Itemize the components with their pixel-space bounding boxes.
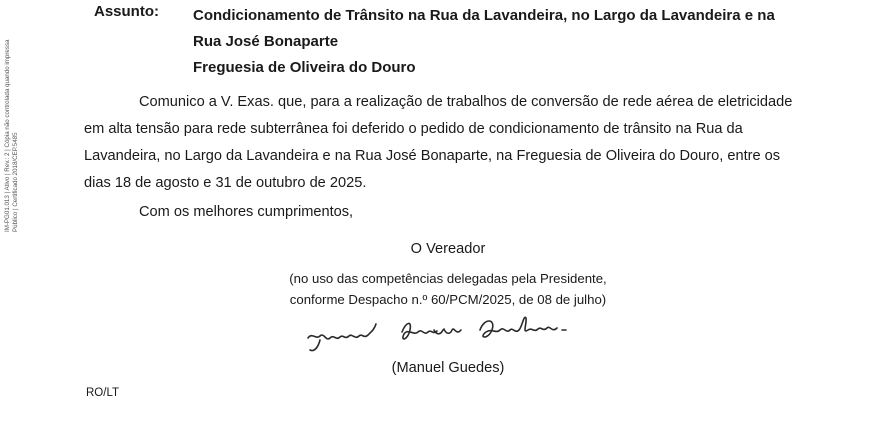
delegation-note — [230, 268, 666, 310]
subject-line-3: Freguesia de Oliveira do Douro — [193, 59, 416, 76]
delegation-line-1: (no uso das competências delegadas pela Presidente, — [289, 271, 607, 286]
subject-label: Assunto: — [94, 3, 159, 20]
closing-salutation: Com os melhores cumprimentos, — [139, 204, 354, 220]
control-note-line-2: Público | Certificado 2018/CEP.5485 — [12, 132, 19, 232]
reference-initials: RO/LT — [86, 387, 120, 399]
handwritten-signature — [300, 310, 590, 360]
control-note-line-1: IM-PG01.013 | Ativo | Rev.: 2 | Cópia não controlada quando impressa — [4, 39, 11, 232]
body-line-3: Lavandeira, no Largo da Lavandeira e na Rua José Bonaparte, na Freguesia de Oliveira do Douro, entre os — [84, 148, 781, 164]
signatory-name: (Manuel Guedes) — [391, 360, 505, 376]
subject-line-2: Rua José Bonaparte — [193, 33, 339, 50]
body-line-4: dias 18 de agosto e 31 de outubro de 2025. — [84, 175, 367, 191]
body-line-1: Comunico a V. Exas. que, para a realização de trabalhos de conversão de rede aérea de eletricidade — [139, 94, 793, 110]
delegation-line-2: conforme Despacho n.º 60/PCM/2025, de 08 de julho) — [289, 292, 607, 307]
subject-line-1: Condicionamento de Trânsito na Rua da Lavandeira, no Largo da Lavandeira e na — [193, 7, 775, 24]
body-paragraph — [84, 89, 814, 197]
body-line-2: em alta tensão para rede subterrânea foi deferido o pedido de condicionamento de trânsito na Rua da — [84, 121, 743, 137]
document-control-note — [4, 2, 20, 232]
subject-text — [193, 3, 853, 81]
signatory-role: O Vereador — [410, 241, 486, 257]
